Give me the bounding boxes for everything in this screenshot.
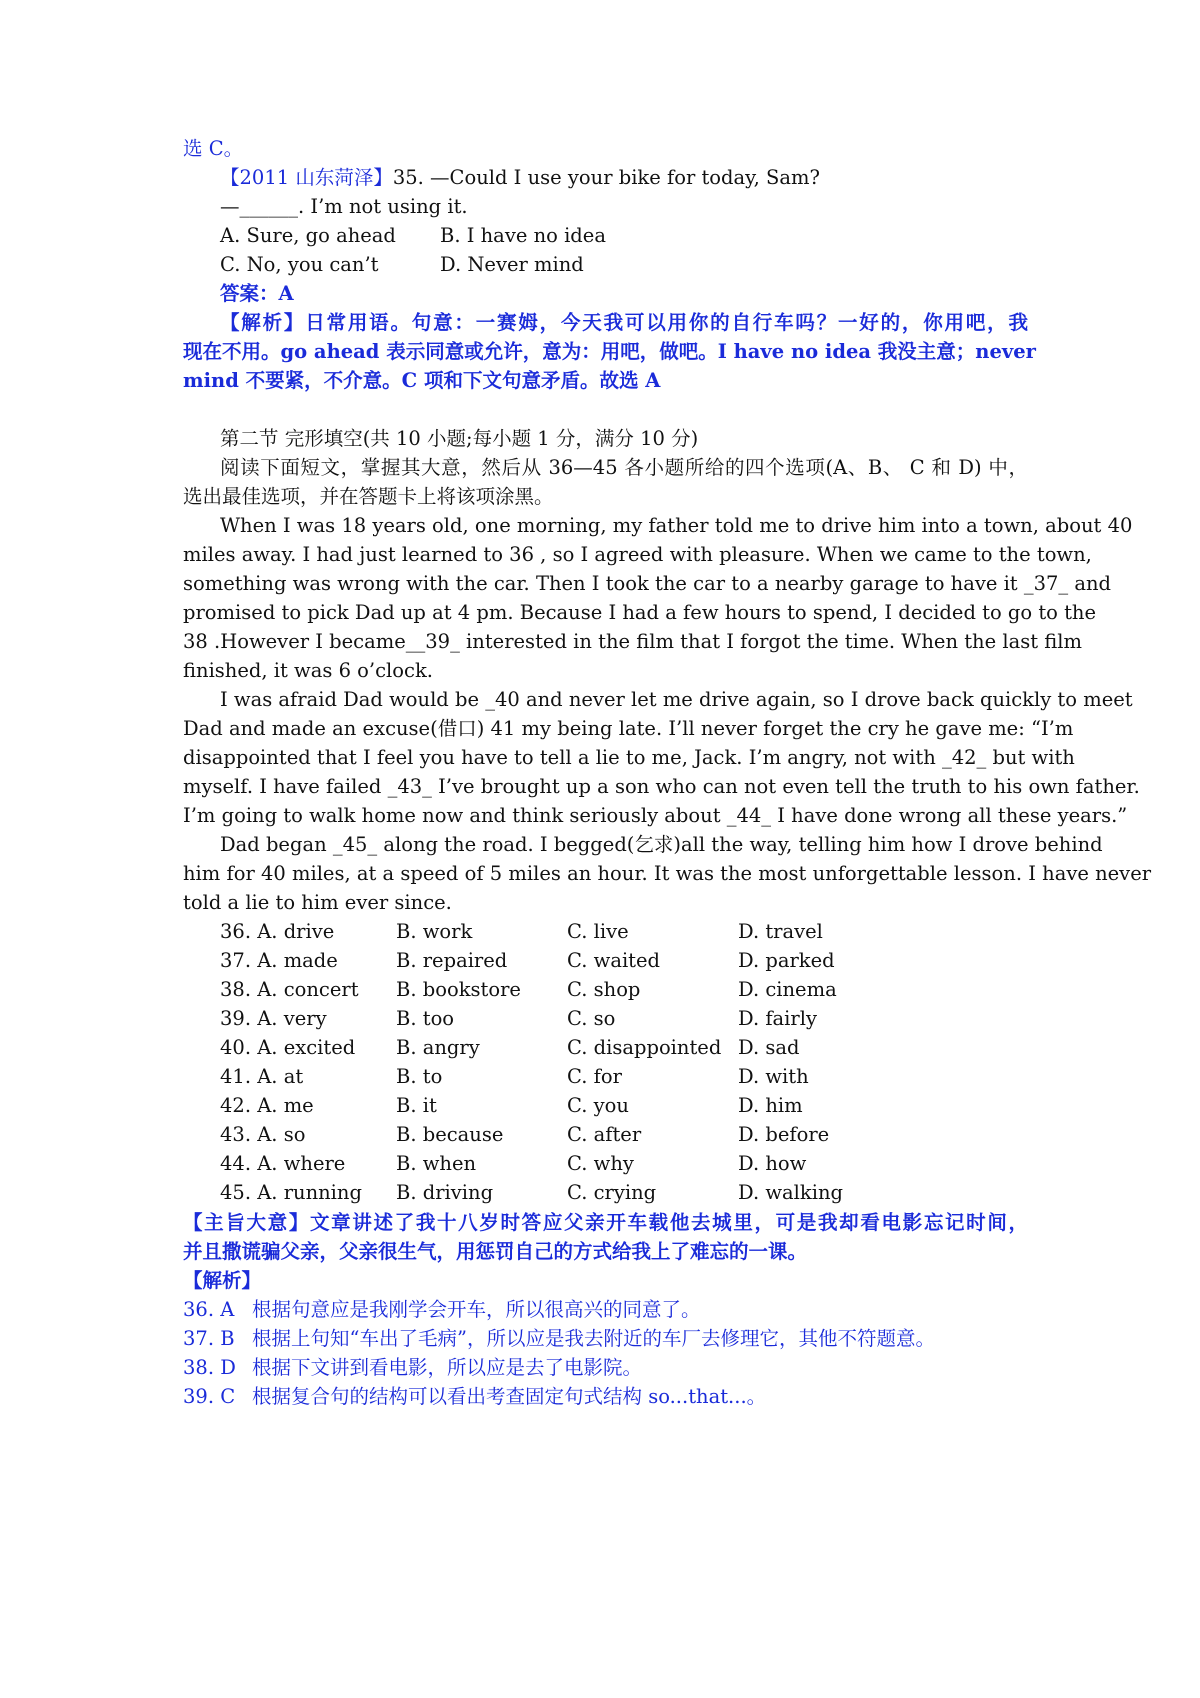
passage-p2-line-4: myself. I have failed _43_ I’ve brought up a son who can not even tell the truth to his own father.: [183, 775, 1140, 798]
choice-44-b: B. when: [396, 1152, 477, 1175]
choice-43-d: D. before: [738, 1123, 830, 1146]
choice-38-a: 38. A. concert: [220, 978, 359, 1001]
q35-option-b: B. I have no idea: [440, 224, 606, 247]
answer-36-text: 根据句意应是我刚学会开车，所以很高兴的同意了。: [252, 1298, 701, 1321]
choice-39-a: 39. A. very: [220, 1007, 327, 1030]
answer-39-number: 39. C: [183, 1385, 236, 1408]
choice-37-b: B. repaired: [396, 949, 508, 972]
answer-38-number: 38. D: [183, 1356, 236, 1379]
choice-38-c: C. shop: [567, 978, 641, 1001]
choice-41-a: 41. A. at: [220, 1065, 304, 1088]
passage-p1-line-2: miles away. I had just learned to 36 , so I agreed with pleasure. When we came to the town,: [183, 543, 1092, 566]
choice-43-b: B. because: [396, 1123, 504, 1146]
section-instruction-line-2: 选出最佳选项，并在答题卡上将该项涂黑。: [183, 485, 554, 508]
answer-38-text: 根据下文讲到看电影，所以应是去了电影院。: [252, 1356, 643, 1379]
section-instruction-line-1: 阅读下面短文，掌握其大意，然后从 36—45 各小题所给的四个选项(A、B、 C 和 D) 中，: [220, 456, 1028, 479]
choice-44-a: 44. A. where: [220, 1152, 346, 1175]
passage-p2-line-1: I was afraid Dad would be _40 and never let me drive again, so I drove back quickly to meet: [220, 688, 1133, 711]
choice-45-b: B. driving: [396, 1181, 494, 1204]
q35-option-d: D. Never mind: [440, 253, 584, 276]
choice-42-a: 42. A. me: [220, 1094, 314, 1117]
choice-38-d: D. cinema: [738, 978, 837, 1001]
q35-answer: 答案：A: [220, 282, 294, 305]
choice-37-d: D. parked: [738, 949, 835, 972]
choice-36-d: D. travel: [738, 920, 823, 943]
answer-37-text: 根据上句知“车出了毛病”，所以应是我去附近的车厂去修理它，其他不符题意。: [252, 1327, 935, 1350]
passage-p1-line-5: 38 .However I became__39_ interested in the film that I forgot the time. When the last film: [183, 630, 1082, 653]
choice-40-b: B. angry: [396, 1036, 480, 1059]
choice-43-a: 43. A. so: [220, 1123, 306, 1146]
q35-source: 【2011 山东菏泽】: [220, 166, 393, 189]
q35-analysis-line-1: 【解析】日常用语。句意：一赛姆，今天我可以用你的自行车吗？一好的，你用吧，我: [220, 311, 1028, 334]
passage-p3-line-2: him for 40 miles, at a speed of 5 miles an hour. It was the most unforgettable lesson. I have never: [183, 862, 1152, 885]
choice-42-c: C. you: [567, 1094, 629, 1117]
passage-p2-line-2: Dad and made an excuse(借口) 41 my being late. I’ll never forget the cry he gave me: “I’m: [183, 717, 1074, 740]
answer-37-number: 37. B: [183, 1327, 235, 1350]
choice-36-b: B. work: [396, 920, 473, 943]
choice-37-c: C. waited: [567, 949, 661, 972]
passage-p3-line-1: Dad began _45_ along the road. I begged(乞求)all the way, telling him how I drove behind: [220, 833, 1103, 856]
passage-p2-line-5: I’m going to walk home now and think seriously about _44_ I have done wrong all these years.”: [183, 804, 1128, 827]
choice-37-a: 37. A. made: [220, 949, 338, 972]
choice-45-d: D. walking: [738, 1181, 843, 1204]
passage-p2-line-3: disappointed that I feel you have to tell a lie to me, Jack. I’m angry, not with _42_ but with: [183, 746, 1075, 769]
choice-38-b: B. bookstore: [396, 978, 521, 1001]
choice-39-d: D. fairly: [738, 1007, 817, 1030]
q35-option-a: A. Sure, go ahead: [220, 224, 396, 247]
passage-p1-line-1: When I was 18 years old, one morning, my father told me to drive him into a town, about 40: [220, 514, 1133, 537]
choice-39-c: C. so: [567, 1007, 616, 1030]
passage-p3-line-3: told a lie to him ever since.: [183, 891, 452, 914]
choice-43-c: C. after: [567, 1123, 642, 1146]
prev-answer-tail: 选 C。: [183, 137, 244, 160]
choice-36-a: 36. A. drive: [220, 920, 335, 943]
passage-p1-line-4: promised to pick Dad up at 4 pm. Because I had a few hours to spend, I decided to go to the: [183, 601, 1097, 624]
section-heading: 第二节 完形填空(共 10 小题;每小题 1 分，满分 10 分): [220, 427, 699, 450]
choice-42-b: B. it: [396, 1094, 437, 1117]
choice-42-d: D. him: [738, 1094, 803, 1117]
choice-40-d: D. sad: [738, 1036, 800, 1059]
q35-option-c: C. No, you can’t: [220, 253, 379, 276]
answer-36-number: 36. A: [183, 1298, 235, 1321]
choice-39-b: B. too: [396, 1007, 455, 1030]
q35-stem: 35. —Could I use your bike for today, Sam?: [392, 166, 820, 189]
choice-40-c: C. disappointed: [567, 1036, 722, 1059]
choice-45-a: 45. A. running: [220, 1181, 362, 1204]
q35-reply: —______. I’m not using it.: [220, 195, 468, 218]
answer-39-text: 根据复合句的结构可以看出考查固定句式结构 so...that...。: [252, 1385, 767, 1408]
analysis-label: 【解析】: [183, 1269, 262, 1292]
choice-44-c: C. why: [567, 1152, 634, 1175]
choice-45-c: C. crying: [567, 1181, 657, 1204]
choice-41-d: D. with: [738, 1065, 809, 1088]
summary-line-2: 并且撒谎骗父亲，父亲很生气，用惩罚自己的方式给我上了难忘的一课。: [183, 1240, 808, 1263]
choice-41-c: C. for: [567, 1065, 622, 1088]
summary-line-1: 【主旨大意】文章讲述了我十八岁时答应父亲开车载他去城里，可是我却看电影忘记时间，: [183, 1211, 1028, 1234]
choice-44-d: D. how: [738, 1152, 807, 1175]
passage-p1-line-3: something was wrong with the car. Then I took the car to a nearby garage to have it _37_ and: [183, 572, 1112, 595]
q35-analysis-line-2: 现在不用。go ahead 表示同意或允许，意为：用吧，做吧。I have no idea 我没主意；never: [183, 340, 1036, 363]
choice-36-c: C. live: [567, 920, 629, 943]
passage-p1-line-6: finished, it was 6 o’clock.: [183, 659, 433, 682]
choice-41-b: B. to: [396, 1065, 443, 1088]
q35-analysis-line-3: mind 不要紧，不介意。C 项和下文句意矛盾。故选 A: [183, 369, 661, 392]
choice-40-a: 40. A. excited: [220, 1036, 356, 1059]
q35-stem-line: [220, 165, 1028, 191]
